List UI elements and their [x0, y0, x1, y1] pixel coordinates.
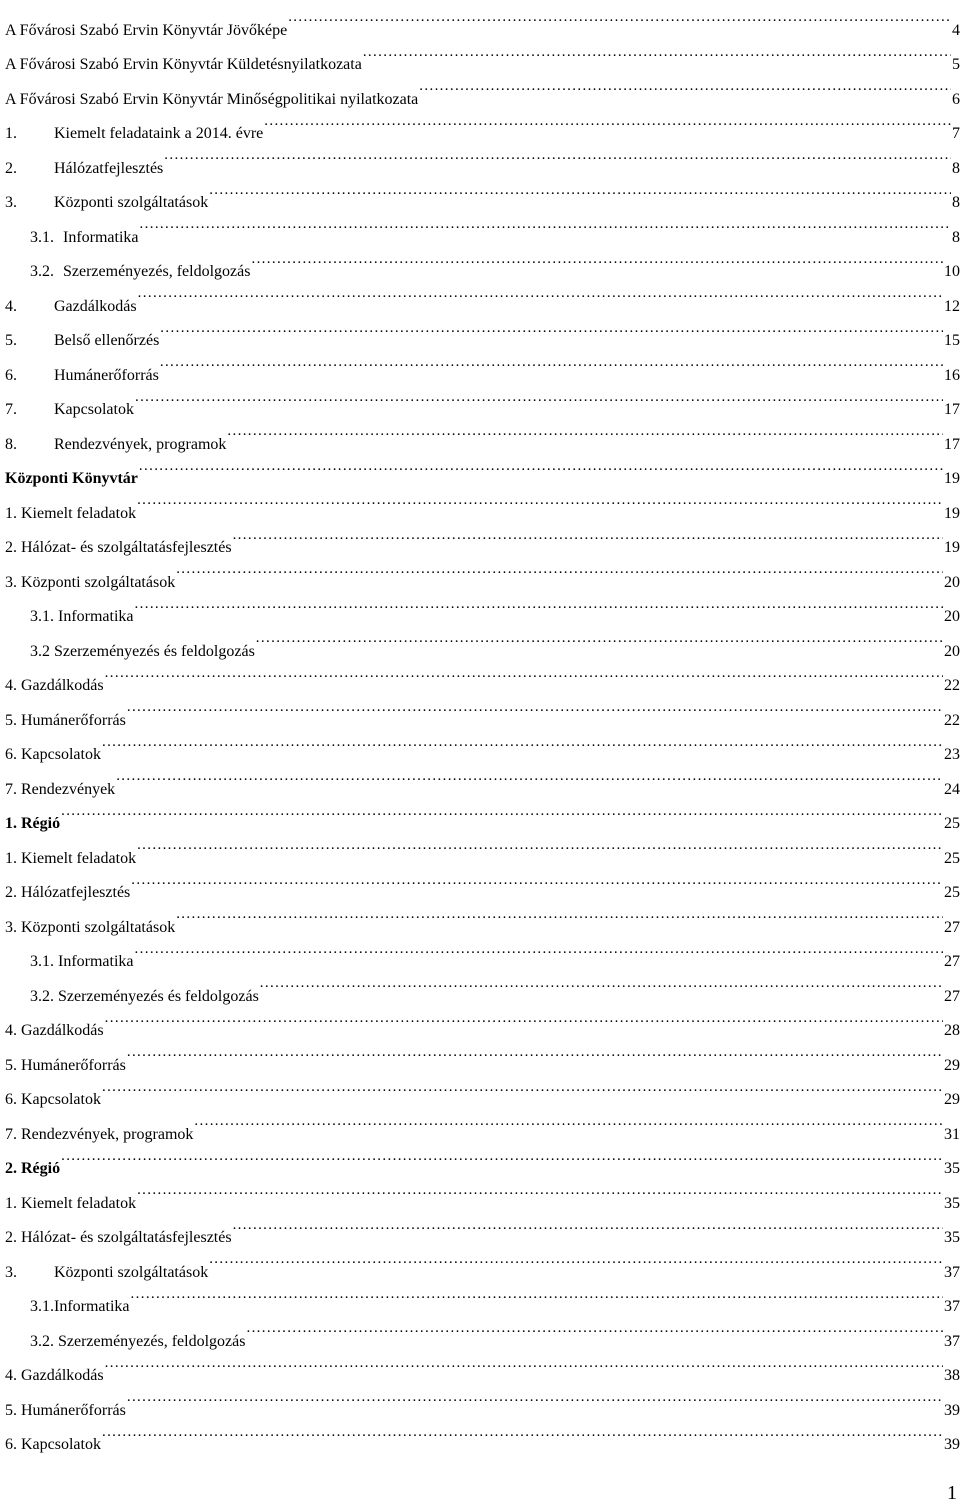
dot-leader: [160, 345, 943, 380]
toc-entry-number: 3.1.: [30, 228, 54, 246]
toc-entry-page: 35: [944, 1229, 960, 1246]
toc-entry[interactable]: [5, 1277, 960, 1315]
toc-entry-text: 1. Kiemelt feladatok: [5, 504, 137, 522]
toc-entry-page: 15: [944, 332, 960, 349]
toc-entry[interactable]: [5, 380, 960, 418]
toc-entry[interactable]: [5, 518, 960, 556]
dot-leader: [135, 380, 943, 415]
toc-entry-title: [30, 945, 134, 980]
toc-entry-text: Központi szolgáltatások: [54, 1263, 209, 1281]
toc-entry-title: [5, 393, 134, 428]
toc-entry[interactable]: [5, 1139, 960, 1177]
dot-leader: [419, 69, 951, 104]
dot-leader: [233, 1208, 943, 1243]
toc-entry-text: 1. Régió: [5, 815, 61, 832]
dot-leader: [264, 104, 951, 139]
toc-entry-page: 17: [944, 435, 960, 453]
dot-leader: [137, 1173, 943, 1208]
toc-entry-page: 37: [944, 1298, 960, 1315]
toc-entry-text: 3. Központi szolgáltatások: [5, 573, 176, 591]
toc-entry-text: Szerzeményezés, feldolgozás: [63, 263, 251, 280]
toc-entry-page: 4: [952, 21, 960, 39]
toc-entry-page: 27: [944, 987, 960, 1005]
toc-entry[interactable]: [5, 207, 960, 246]
toc-entry-title: [5, 807, 60, 842]
toc-entry-title: [30, 600, 134, 635]
table-of-contents: [5, 0, 960, 1453]
toc-entry-page: 29: [944, 1056, 960, 1074]
toc-entry-number: 8.: [5, 435, 17, 453]
toc-entry-number: 2.: [5, 159, 17, 177]
toc-entry-text: 7. Rendezvények: [5, 780, 116, 798]
toc-entry-page: 22: [944, 677, 960, 694]
toc-entry-page: 38: [944, 1367, 960, 1384]
toc-entry-text: 1. Kiemelt feladatok: [5, 849, 137, 867]
dot-leader: [61, 1139, 943, 1174]
toc-entry-title: [5, 1014, 104, 1049]
toc-entry[interactable]: [5, 414, 960, 453]
toc-entry[interactable]: [5, 0, 960, 39]
toc-entry[interactable]: [5, 276, 960, 315]
toc-entry-number: 5.: [5, 332, 17, 349]
toc-entry-page: 25: [944, 815, 960, 832]
dot-leader: [61, 794, 943, 829]
toc-entry[interactable]: [5, 828, 960, 867]
toc-entry-text: 5. Humánerőforrás: [5, 1401, 126, 1419]
toc-entry[interactable]: [5, 1415, 960, 1453]
toc-entry-text: 3.2. Szerzeményezés és feldolgozás: [30, 987, 259, 1005]
dot-leader: [131, 863, 943, 898]
toc-entry-text: 2. Hálózat- és szolgáltatásfejlesztés: [5, 1229, 232, 1246]
toc-entry-text: 6. Kapcsolatok: [5, 1091, 101, 1108]
toc-entry-page: 5: [952, 56, 960, 73]
toc-entry-text: A Fővárosi Szabó Ervin Könyvtár Minőségpolitikai nyilatkozata: [5, 90, 419, 108]
toc-entry[interactable]: [5, 1173, 960, 1212]
dot-leader: [137, 483, 943, 518]
toc-entry-page: 20: [944, 573, 960, 591]
dot-leader: [363, 35, 951, 70]
dot-leader: [105, 1346, 943, 1381]
toc-entry[interactable]: [5, 932, 960, 970]
toc-entry-page: 39: [944, 1401, 960, 1419]
toc-entry[interactable]: [5, 1346, 960, 1384]
dot-leader: [176, 552, 943, 587]
dot-leader: [233, 518, 943, 553]
toc-entry-title: [5, 14, 287, 49]
toc-entry-page: 37: [944, 1263, 960, 1281]
toc-entry-page: 35: [944, 1160, 960, 1177]
toc-entry-title: [5, 497, 136, 532]
toc-entry-page: 22: [944, 711, 960, 729]
dot-leader: [102, 1070, 943, 1105]
toc-entry-title: [5, 48, 362, 83]
toc-entry-text: 3.1.Informatika: [30, 1298, 130, 1315]
toc-entry-text: 6. Kapcsolatok: [5, 1436, 101, 1453]
toc-entry-text: 3.2. Szerzeményezés, feldolgozás: [30, 1332, 246, 1350]
toc-entry[interactable]: [5, 690, 960, 729]
toc-entry-text: 4. Gazdálkodás: [5, 1022, 104, 1039]
toc-entry-text: 3.1. Informatika: [30, 953, 134, 970]
toc-entry-page: 25: [944, 849, 960, 867]
toc-entry[interactable]: [5, 656, 960, 694]
dot-leader: [127, 690, 943, 725]
toc-entry-page: 29: [944, 1091, 960, 1108]
dot-leader: [135, 932, 943, 967]
toc-entry-title: [30, 1290, 130, 1325]
toc-entry-text: Hálózatfejlesztés: [54, 159, 164, 177]
toc-entry-page: 25: [944, 884, 960, 901]
toc-entry-text: Központi szolgáltatások: [54, 194, 209, 211]
toc-entry-page: 31: [944, 1125, 960, 1143]
toc-entry[interactable]: [5, 1311, 960, 1350]
dot-leader: [138, 276, 943, 311]
dot-leader: [176, 897, 943, 932]
toc-entry[interactable]: [5, 311, 960, 349]
dot-leader: [127, 1035, 943, 1070]
toc-entry-number: 4.: [5, 297, 17, 315]
toc-entry-number: 3.: [5, 1263, 17, 1281]
toc-entry-text: 2. Hálózatfejlesztés: [5, 884, 131, 901]
toc-entry[interactable]: [5, 759, 960, 798]
toc-entry-page: 20: [944, 642, 960, 660]
toc-entry-page: 23: [944, 746, 960, 763]
toc-entry[interactable]: [5, 1001, 960, 1039]
toc-entry-title: [5, 152, 163, 187]
toc-entry-title: [5, 1428, 101, 1463]
toc-entry[interactable]: [5, 1104, 960, 1143]
toc-entry-text: 6. Kapcsolatok: [5, 746, 101, 763]
toc-entry-text: 7. Rendezvények, programok: [5, 1125, 194, 1143]
toc-entry-text: Informatika: [63, 228, 139, 246]
toc-entry-page: 8: [952, 159, 960, 177]
toc-entry-page: 19: [944, 539, 960, 556]
toc-entry-page: 8: [952, 194, 960, 211]
toc-entry-text: Belső ellenőrzés: [54, 332, 160, 349]
toc-entry-text: 2. Hálózat- és szolgáltatásfejlesztés: [5, 539, 232, 556]
toc-entry-title: [5, 324, 159, 359]
dot-leader: [288, 0, 951, 35]
toc-entry[interactable]: [5, 863, 960, 901]
dot-leader: [105, 1001, 943, 1036]
toc-entry-number: 1.: [5, 125, 17, 142]
toc-entry[interactable]: [5, 621, 960, 660]
page-number: 1: [947, 1482, 957, 1504]
dot-leader: [194, 1104, 943, 1139]
dot-leader: [116, 759, 943, 794]
dot-leader: [105, 656, 943, 691]
toc-entry-title: [5, 290, 137, 325]
toc-entry[interactable]: [5, 1208, 960, 1246]
dot-leader: [246, 1311, 943, 1346]
dot-leader: [137, 828, 943, 863]
dot-leader: [139, 449, 943, 484]
dot-leader: [160, 311, 943, 346]
toc-entry-text: 1. Kiemelt feladatok: [5, 1194, 137, 1212]
dot-leader: [102, 725, 943, 760]
toc-entry[interactable]: [5, 1380, 960, 1419]
toc-entry-text: 5. Humánerőforrás: [5, 1056, 126, 1074]
dot-leader: [256, 621, 943, 656]
toc-entry-title: [5, 1187, 136, 1222]
toc-entry-page: 24: [944, 780, 960, 798]
toc-entry-text: Gazdálkodás: [54, 297, 137, 315]
dot-leader: [140, 207, 951, 242]
toc-entry-text: A Fővárosi Szabó Ervin Könyvtár Küldetésnyilatkozata: [5, 56, 362, 73]
dot-leader: [131, 1277, 943, 1312]
toc-entry-page: 39: [944, 1436, 960, 1453]
toc-entry[interactable]: [5, 1035, 960, 1074]
toc-entry[interactable]: [5, 1070, 960, 1108]
toc-entry-page: 6: [952, 90, 960, 108]
toc-entry[interactable]: [5, 794, 960, 832]
toc-entry-page: 10: [944, 263, 960, 280]
toc-entry-title: [5, 738, 101, 773]
toc-entry-number: 6.: [5, 366, 17, 384]
toc-entry-title: [5, 1221, 232, 1256]
toc-entry-page: 28: [944, 1022, 960, 1039]
dot-leader: [260, 966, 943, 1001]
toc-entry-page: 19: [944, 504, 960, 522]
toc-entry-page: 27: [944, 918, 960, 936]
toc-entry-number: 3.: [5, 194, 17, 211]
toc-entry[interactable]: [5, 449, 960, 487]
toc-entry[interactable]: [5, 725, 960, 763]
toc-entry-title: [5, 669, 104, 704]
toc-entry-page: 16: [944, 366, 960, 384]
toc-entry-page: 17: [944, 401, 960, 418]
toc-entry-page: 37: [944, 1332, 960, 1350]
toc-entry[interactable]: [5, 897, 960, 936]
toc-entry-title: [5, 1359, 104, 1394]
dot-leader: [127, 1380, 943, 1415]
toc-entry-text: 4. Gazdálkodás: [5, 677, 104, 694]
toc-entry-text: Központi Könyvtár: [5, 470, 138, 487]
toc-entry[interactable]: [5, 587, 960, 625]
dot-leader: [251, 242, 943, 277]
toc-entry-title: [30, 221, 139, 256]
toc-entry-page: 12: [944, 297, 960, 315]
toc-entry-title: [5, 1152, 60, 1187]
toc-entry-text: Kiemelt feladataink a 2014. évre: [54, 125, 264, 142]
toc-entry[interactable]: [5, 483, 960, 522]
toc-entry-number: 7.: [5, 401, 17, 418]
toc-entry-page: 20: [944, 608, 960, 625]
toc-entry-page: 27: [944, 953, 960, 970]
toc-entry-title: [5, 842, 136, 877]
dot-leader: [209, 173, 951, 208]
toc-entry-text: Humánerőforrás: [54, 366, 159, 384]
toc-entry-page: 19: [944, 470, 960, 487]
toc-entry-page: 8: [952, 228, 960, 246]
dot-leader: [135, 587, 943, 622]
toc-entry-page: 35: [944, 1194, 960, 1212]
dot-leader: [164, 138, 951, 173]
toc-entry-text: 3. Központi szolgáltatások: [5, 918, 176, 936]
toc-entry-text: 5. Humánerőforrás: [5, 711, 126, 729]
toc-entry-title: [5, 1083, 101, 1118]
toc-entry-text: 2. Régió: [5, 1160, 61, 1177]
toc-entry-text: 4. Gazdálkodás: [5, 1367, 104, 1384]
toc-entry-title: [5, 462, 138, 497]
toc-entry-text: 3.1. Informatika: [30, 608, 134, 625]
dot-leader: [227, 414, 943, 449]
dot-leader: [209, 1242, 943, 1277]
toc-entry[interactable]: [5, 242, 960, 280]
toc-entry-title: [5, 876, 130, 911]
toc-entry-text: A Fővárosi Szabó Ervin Könyvtár Jövőképe: [5, 21, 288, 39]
toc-entry-text: 3.2 Szerzeményezés és feldolgozás: [30, 642, 255, 660]
toc-entry-text: Rendezvények, programok: [54, 435, 227, 453]
toc-entry-number: 3.2.: [30, 263, 54, 280]
toc-entry-text: Kapcsolatok: [54, 401, 134, 418]
dot-leader: [102, 1415, 943, 1450]
toc-entry-page: 7: [952, 125, 960, 142]
toc-entry[interactable]: [5, 966, 960, 1005]
